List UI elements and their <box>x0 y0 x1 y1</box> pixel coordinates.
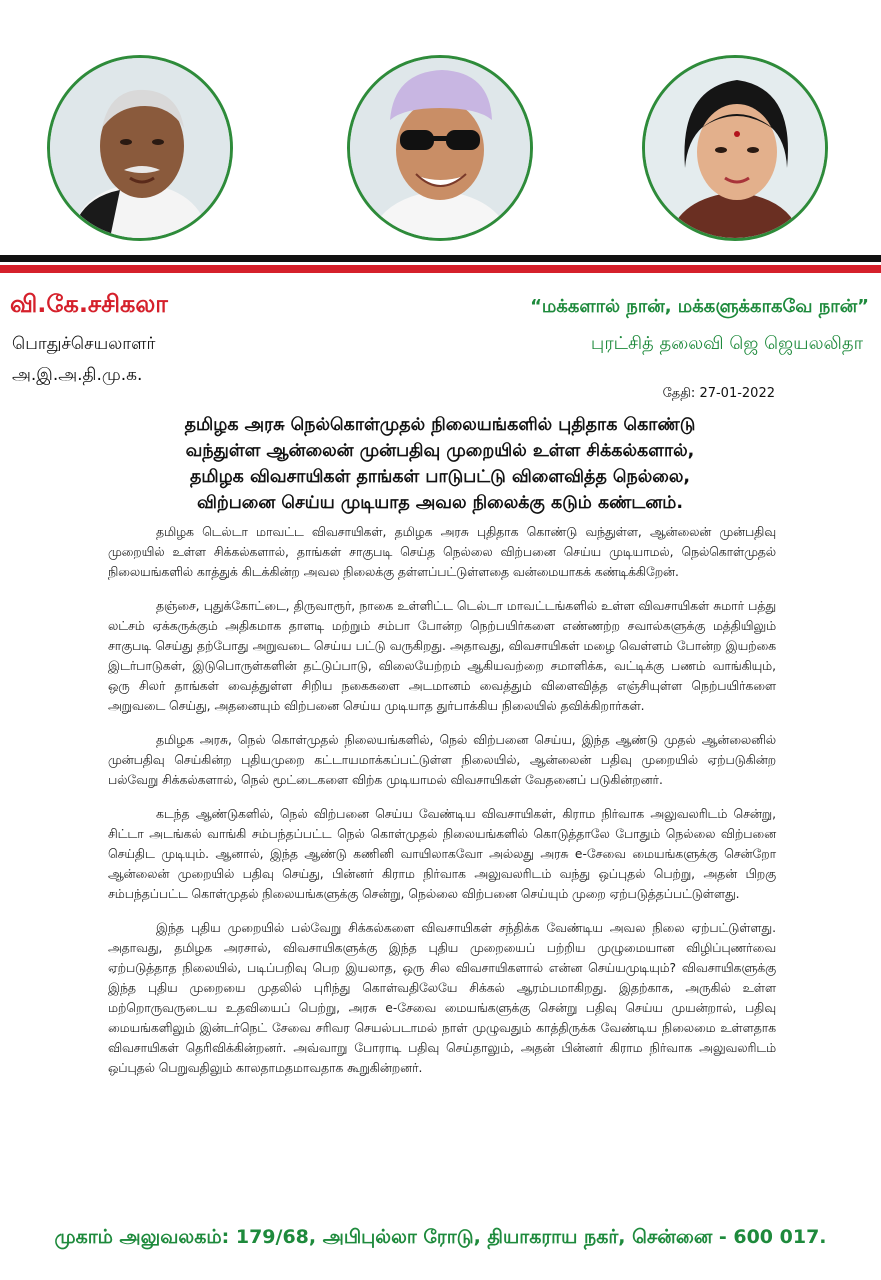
body-paragraph: தமிழக அரசு, நெல் கொள்முதல் நிலையங்களில், நெல் விற்பனை செய்ய, இந்த ஆண்டு முதல் ஆன்லைனில் முன்பதிவு செய்கின்ற புதியமுறை கட்டாயமாக்கப்பட்டுள்ள நிலையில், ஆன்லைன் பதிவு முறையில் ஏற்படுகின்ற பல்வேறு சிக்கல்களால், நெல் மூட்டைகளை விற்க முடியாமல் விவசாயிகள் வேதனைப் படுகின்றனர். <box>108 733 776 787</box>
portrait-right <box>642 55 828 241</box>
sender-party: அ.இ.அ.தி.மு.க. <box>12 365 143 385</box>
footer-address: முகாம் அலுவலகம்: 179/68, அபிபுல்லா ரோடு, தியாகராய நகர், சென்னை - 600 017. <box>54 1226 827 1248</box>
body-paragraph: தஞ்சை, புதுக்கோட்டை, திருவாரூர், நாகை உள்ளிட்ட டெல்டா மாவட்டங்களில் உள்ள விவசாயிகள் சுமார் பத்து லட்சம் ஏக்கருக்கும் அதிகமாக தாளடி மற்றும் சம்பா போன்ற நெற்பயிர்களை எண்ணற்ற சவால்களுக்கு மத்தியிலும் சாகுபடி செய்து தற்போது அறுவடை செய்ய பட்டு வருகிறது. அதாவது, விவசாயிகள் மழை வெள்ளம் போன்ற இயற்கை இடர்பாடுகள், இடுபொருள்களின் தட்டுப்பாடு, விலையேற்றம் ஆகியவற்றை சமாளிக்க, வட்டிக்கு பணம் வாங்கியும், ஒரு சிலர் தாங்கள் வைத்துள்ள சிறிய நகைகளை அடமானம் வைத்தும் விளைவித்த எஞ்சியுள்ள நெற்பயிர்களை அறுவடை செய்து, அதனையும் விற்பனை செய்ய முடியாத துர்பாக்கிய நிலையில் தவிக்கிறார்கள். <box>108 599 776 713</box>
header-stripe-red <box>0 265 881 273</box>
statement-body <box>108 522 776 1092</box>
leader-portrait-icon <box>350 58 530 238</box>
quote-author: புரட்சித் தலைவி ஜெ ஜெயலலிதா <box>590 333 863 354</box>
quote-text: “மக்களால் நான், மக்களுக்காகவே நான்” <box>530 296 869 317</box>
portrait-center <box>347 55 533 241</box>
sender-title: பொதுச்செயலாளர் <box>12 334 156 354</box>
body-paragraph: தமிழக டெல்டா மாவட்ட விவசாயிகள், தமிழக அரசு புதிதாக கொண்டு வந்துள்ள, ஆன்லைன் முன்பதிவு முறையில் உள்ள சிக்கல்களால், தாங்கள் சாகுபடி செய்த நெல்லை விற்பனை செய்ய முடியாமல், நெல்கொள்முதல் நிலையங்களில் காத்துக் கிடக்கின்ற அவல நிலைக்கு தள்ளப்பட்டுள்ளதை வன்மையாகக் கண்டிக்கிறேன். <box>108 525 776 579</box>
leader-portrait-icon <box>645 58 825 238</box>
headline-line: வந்துள்ள ஆன்லைன் முன்பதிவு முறையில் உள்ள சிக்கல்களால், <box>185 441 695 461</box>
headline-line: தமிழக விவசாயிகள் தாங்கள் பாடுபட்டு விளைவித்த நெல்லை, <box>189 467 691 487</box>
leader-portrait-icon <box>50 58 230 238</box>
headline-line: தமிழக அரசு நெல்கொள்முதல் நிலையங்களில் புதிதாக கொண்டு <box>184 415 696 435</box>
letter-date: தேதி: 27-01-2022 <box>662 386 775 401</box>
sender-name: வி.கே.சசிகலா <box>10 290 168 318</box>
body-paragraph: கடந்த ஆண்டுகளில், நெல் விற்பனை செய்ய வேண்டிய விவசாயிகள், கிராம நிர்வாக அலுவலரிடம் சென்று, சிட்டா அடங்கல் வாங்கி சம்பந்தப்பட்ட நெல் கொள்முதல் நிலையங்களில் கொடுத்தாலே போதும் நெல்லை விற்பனை செய்திட முடியும். ஆனால், இந்த ஆண்டு கணினி வாயிலாகவோ அல்லது அரசு e-சேவை மையங்களுக்கு சென்றோ ஆன்லைன் முறையில் பதிவு செய்து, பின்னர் கிராம நிர்வாக அலுவலரிடம் வந்து ஒப்புதல் பெற்று, அதன் பிறகு சம்பந்தப்பட்ட கொள்முதல் நிலையங்களுக்கு சென்று, நெல்லை விற்பனை செய்யும் முறை ஏற்படுத்தப்பட்டுள்ளது. <box>108 807 776 901</box>
header-stripe-black <box>0 255 881 262</box>
portrait-left <box>47 55 233 241</box>
headline <box>40 412 840 516</box>
headline-line: விற்பனை செய்ய முடியாத அவல நிலைக்கு கடும் கண்டனம். <box>196 493 684 513</box>
body-paragraph: இந்த புதிய முறையில் பல்வேறு சிக்கல்களை விவசாயிகள் சந்திக்க வேண்டிய அவல நிலை ஏற்பட்டுள்ளது. அதாவது, தமிழக அரசால், விவசாயிகளுக்கு இந்த புதிய முறையைப் பற்றிய முழுமையான விழிப்புணர்வை ஏற்படுத்தாத நிலையில், படிப்பறிவு பெற இயலாத, ஒரு சில விவசாயிகளால் என்ன செய்யமுடியும்? விவசாயிகளுக்கு இந்த புதிய முறையை முதலில் புரிந்து கொள்வதிலேயே சிக்கல் ஆரம்பமாகிறது. இதற்காக, அருகில் உள்ள மற்றொருவருடைய உதவியைப் பெற்று, அரசு e-சேவை மையங்களுக்கு சென்று பதிவு செய்ய முயன்றால், பதிவு மையங்களிலும் இன்டர்நெட் சேவை சரிவர செயல்படாமல் நாள் முழுவதும் காத்திருக்க வேண்டிய நிலைமை உள்ளதாக விவசாயிகள் தெரிவிக்கின்றனர். அவ்வாறு போராடி பதிவு செய்தாலும், அதன் பின்னர் கிராம நிர்வாக அலுவலரிடம் ஒப்புதல் பெறுவதிலும் காலதாமதமாவதாக கூறுகின்றனர். <box>108 921 776 1075</box>
